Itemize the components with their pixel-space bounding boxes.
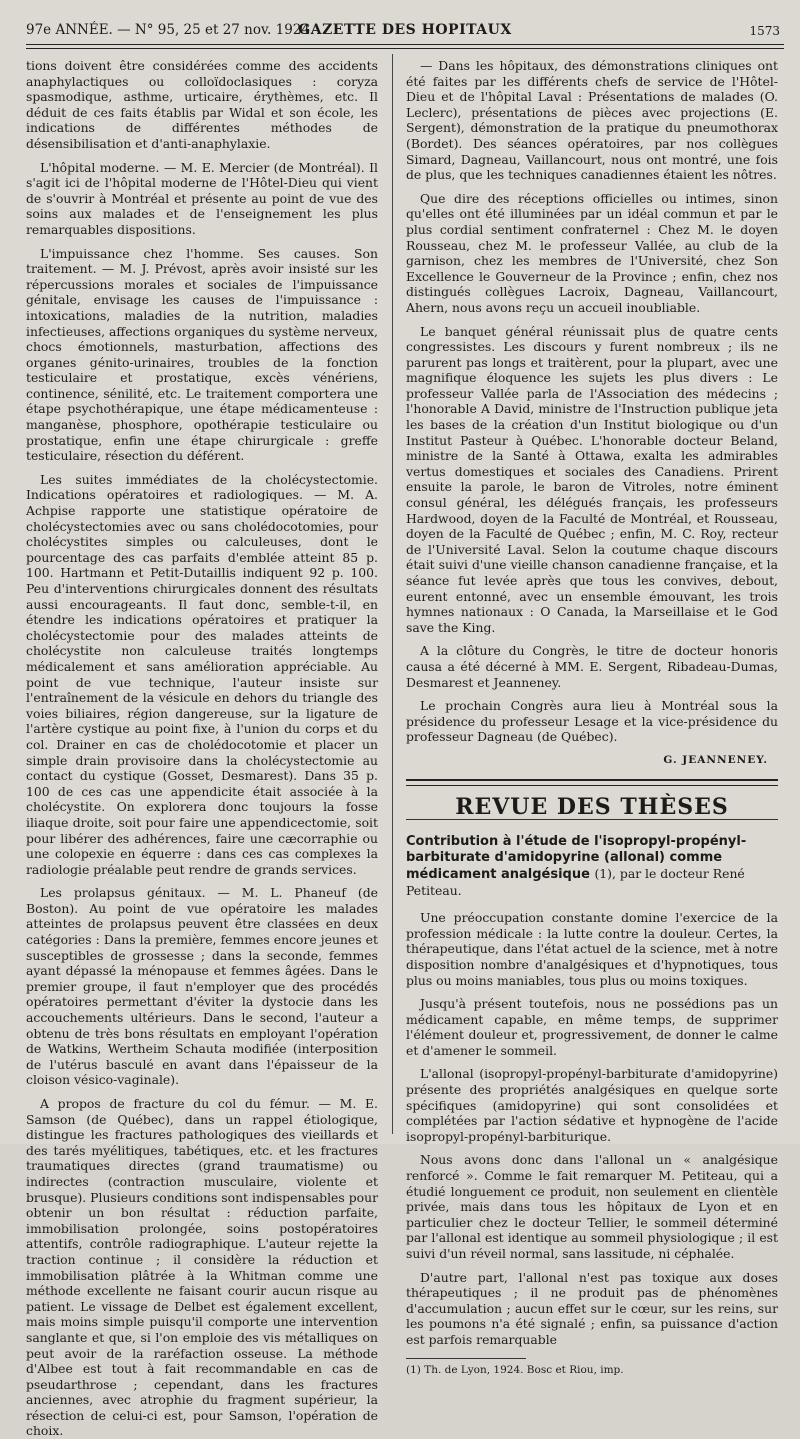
paragraph: D'autre part, l'allonal n'est pas toxique aux doses thérapeutiques ; il ne produit pas de phénomènes d'accumulation ; aucun effet sur le cœur, sur les reins, sur les poumons n'a été signalé ; enfin, sa puissance d'action est parfois remarquable — [406, 1269, 778, 1347]
journal-title: GAZETTE DES HOPITAUX — [298, 22, 512, 38]
paragraph: Les suites immédiates de la cholécystectomie. Indications opératoires et radiologiques. — M. A. Achpise rapporte une statistique opératoire de cholécystectomies avec ou sans cholédocotomies, pour cholécystites simples ou calculeuses, dont le pourcentage des cas parfaits d'emblée atteint 85 p. 100. Hartmann et Petit-Dutaillis indiquent 92 p. 100. Peu d'interventions chirurgicales donnent des résultats aussi encourageants. Il faut donc, semble-t-il, en étendre les indications opératoires et pratiquer la cholécystectomie pour des malades atteints de cholécystite non calculeuse traités longtemps médicalement et sans amélioration appréciable. Au point de vue technique, l'auteur insiste sur l'entraînement de la vésicule en dehors du triangle des voies biliaires, région dangereuse, sur la ligature de l'artère cystique au point fixe, à l'union du corps et du col. Drainer en cas de cholédocotomie et placer un simple drain provisoire dans la cholécystectomie au contact du cystique (Gosset, Desmarest). Dans 35 p. 100 de ces cas une appendicite était associée à la cholécystite. On explorera donc toujours la fosse iliaque droite, soit pour faire une appendicectomie, soit pour libérer des adhérences, faire une cæcorraphie ou une colopexie en équerre : dans ces cas complexes la radiologie préalable peut rendre de grands services. — [26, 471, 378, 877]
paragraph: Nous avons donc dans l'allonal un « analgésique renforcé ». Comme le fait remarquer M. Petiteau, qui a étudié longuement ce produit, non seulement en clientèle privée, mais dans tous les hôpitaux de Lyon et en particulier chez le docteur Tellier, le sommeil déterminé par l'allonal est identique au sommeil physiologique ; il est suivi d'un réveil normal, sans lassitude, ni céphalée. — [406, 1152, 778, 1261]
section-rule — [406, 779, 778, 786]
column-divider — [392, 54, 393, 1134]
paragraph: Jusqu'à présent toutefois, nous ne possédions pas un médicament capable, en même temps, de supprimer l'élément douleur et, progressivement, de donner le calme et d'amener le sommeil. — [406, 996, 778, 1058]
paragraph: Une préoccupation constante domine l'exercice de la profession médicale : la lutte contre la douleur. Certes, la thérapeutique, dans l'état actuel de la science, met à notre disposition nombre d'analgésiques et d'hypnotiques, tous plus ou moins maniables, tous plus ou moins toxiques. — [406, 910, 778, 988]
paragraph: L'hôpital moderne. — M. E. Mercier (de Montréal). Il s'agit ici de l'hôpital moderne de l'Hôtel-Dieu qui vient de s'ouvrir à Montréal et présente au point de vue des soins aux malades et de l'enseignement les plus remarquables dispositions. — [26, 159, 378, 237]
thesis-heading — [406, 834, 778, 900]
paragraph: Le banquet général réunissait plus de quatre cents congressistes. Les discours y furent nombreux ; ils ne parurent pas longs et traitèrent, pour la plupart, avec une magnifique éloquence les sujets les plus divers : Le professeur Vallée parla de l'Association des médecins ; l'honorable A David, ministre de l'Instruction publique jeta les bases de la création d'un Institut biologique ou d'un Institut Pasteur à Québec. L'honorable docteur Beland, ministre de la Santé à Ottawa, exalta les admirables vertus domestiques et sociales des Canadiens. Prirent ensuite la parole, le baron de Vitroles, notre éminent consul général, les délégués français, les professeurs Hardwood, doyen de la Faculté de Montréal, et Rousseau, doyen de la Faculté de Québec ; enfin, M. C. Roy, recteur de l'Université Laval. Selon la coutume chaque discours était suivi d'une vieille chanson canadienne française, et la séance fut levée après que tous les convives, debout, eurent entonné, avec un ensemble émouvant, les trois hymnes nationaux : O Canada, la Marseillaise et le God save the King. — [406, 323, 778, 635]
footnote: (1) Th. de Lyon, 1924. Bosc et Riou, imp. — [406, 1363, 624, 1376]
paragraph: L'impuissance chez l'homme. Ses causes. Son traitement. — M. J. Prévost, après avoir insisté sur les répercussions morales et sociales de l'impuissance génitale, envisage les causes de l'impuissance : intoxications, maladies de la nutrition, maladies infectieuses, affections organiques du système nerveux, chocs émotionnels, masturbation, affections des organes génito-urinaires, troubles de la fonction testiculaire et prostatique, excès vénériens, continence, sénilité, etc. Le traitement comportera une étape psychothérapique, une étape médicamenteuse : manganèse, phosphore, opothérapie testiculaire ou prostatique, enfin une étape chirurgicale : greffe testiculaire, résection du déférent. — [26, 245, 378, 464]
paragraph: A propos de fracture du col du fémur. — M. E. Samson (de Québec), dans un rappel étiologique, distingue les fractures pathologiques des vieillards et des tarés myélitiques, tabétiques, etc. et les fractures traumatiques directes (grand traumatisme) ou indirectes (contraction musculaire, violente et brusque). Plusieurs conditions sont indispensables pour obtenir un bon résultat : réduction parfaite, immobilisation prolongée, soins postopératoires attentifs, contrôle radiographique. L'auteur rejette la traction continue ; il considère la réduction et immobilisation plâtrée à la Whitman comme une méthode excellente ne faisant courir aucun risque au patient. Le vissage de Delbet est également excellent, mais moins simple puisqu'il comporte une intervention sanglante et que, si l'on emploie des vis métalliques on peut avoir de la raréfaction osseuse. La méthode d'Albee est tout à fait recommandable en cas de pseudarthrose ; cependant, dans les fractures anciennes, avec atrophie du fragment supérieur, la résection de celui-ci est, pour Samson, l'opération de choix. — [26, 1096, 378, 1439]
paragraph: Les prolapsus génitaux. — M. L. Phaneuf (de Boston). Au point de vue opératoire les malades atteintes de prolapsus peuvent être classées en deux catégories : Dans la première, femmes encore jeunes et susceptibles de grossesse ; dans la seconde, femmes ayant dépassé la ménopause et femmes âgées. Dans le premier groupe, il faut n'employer que des procédés opératoires permettant d'éviter la dystocie dans les accouchements ultérieurs. Dans le second, l'auteur a obtenu de très bons résultats en employant l'opération de Watkins, Wertheim Schauta modifiée (interposition de l'utérus basculé en avant dans l'épaisseur de la cloison vésico-vaginale). — [26, 885, 378, 1088]
right-column — [406, 58, 778, 1376]
paragraph: — Dans les hôpitaux, des démonstrations cliniques ont été faites par les différents chefs de service de l'Hôtel-Dieu et de l'hôpital Laval : Présentations de malades (O. Leclerc), présentations de pièces avec projections (E. Sergent), démonstration de la pratique du pneumothorax (Bordet). Des séances opératoires, par nos collègues Simard, Dagneau, Vaillancourt, nous ont montré, une fois de plus, que les techniques canadiennes étaient les nôtres. — [406, 58, 778, 183]
paragraph: A la clôture du Congrès, le titre de docteur honoris causa a été décerné à MM. E. Sergent, Ribadeau-Dumas, Desmarest et Jeanneney. — [406, 643, 778, 690]
author-signature: G. JEANNENEY. — [663, 753, 768, 766]
paragraph: L'allonal (isopropyl-propényl-barbiturate d'amidopyrine) présente des propriétés analgésiques en quelque sorte spécifiques (amidopyrine) qui sont consolidées et complétées par l'action sédative et hypnogène de l'acide isopropyl-propényl-barbiturique. — [406, 1066, 778, 1144]
footnote-rule — [406, 1358, 526, 1359]
paragraph: Le prochain Congrès aura lieu à Montréal sous la présidence du professeur Lesage et la vice-présidence du professeur Dagneau (de Québec). — [406, 698, 778, 745]
issue-info: 97e ANNÉE. — N° 95, 25 et 27 nov. 1924. — [26, 22, 315, 38]
left-column — [26, 58, 378, 1439]
paragraph: Que dire des réceptions officielles ou intimes, sinon qu'elles ont été illuminées par un idéal commun et par le plus cordial sentiment confraternel : Chez M. le doyen Rousseau, chez M. le professeur Vallée, au club de la garnison, chez les membres de l'Université, chez Son Excellence le Gouverneur de la Province ; enfin, chez nos distingués collègues Lacroix, Dagneau, Vaillancourt, Ahern, nous avons reçu un accueil inoubliable. — [406, 190, 778, 315]
page-header — [26, 18, 784, 42]
thesis-byline: (1), par le docteur René Petiteau. — [406, 866, 745, 899]
paragraph: tions doivent être considérées comme des accidents anaphylactiques ou colloïdoclasiques : coryza spasmodique, asthme, urticaire, érythèmes, etc. Il déduit de ces faits établis par Widal et son école, les indications de différentes méthodes de désensibilisation et d'anti-anaphylaxie. — [26, 58, 378, 151]
page-number: 1573 — [749, 24, 780, 38]
thesis-title: Contribution à l'étude de l'isopropyl-propényl-barbiturate d'amidopyrine (allonal) comme médicament analgésique — [406, 834, 747, 883]
section-title: REVUE DES THÈSES — [455, 793, 729, 820]
header-rule — [26, 44, 784, 49]
